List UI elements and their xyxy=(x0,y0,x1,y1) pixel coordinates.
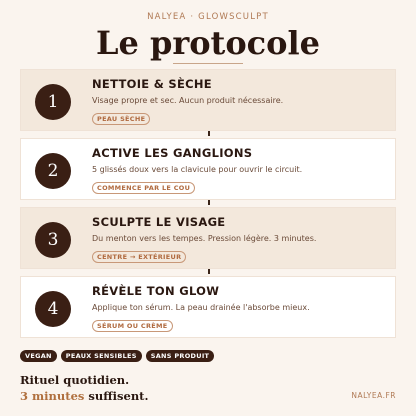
step-description: 5 glissés doux vers la clavicule pour ouvrir le circuit. xyxy=(92,165,303,174)
step-number-badge: 3 xyxy=(35,222,71,258)
website-link[interactable]: NALYEA.FR xyxy=(351,391,396,400)
page-title: Le protocole xyxy=(95,24,321,62)
step-card-2 xyxy=(20,138,396,200)
step-connector xyxy=(208,131,210,136)
step-card-1 xyxy=(20,69,396,131)
step-tag: CENTRE → EXTÉRIEUR xyxy=(92,251,186,263)
step-number-badge: 1 xyxy=(35,84,71,120)
step-number-badge: 2 xyxy=(35,153,71,189)
badge-sensitive-skin: PEAUX SENSIBLES xyxy=(61,350,142,362)
step-description: Applique ton sérum. La peau drainée l'absorbe mieux. xyxy=(92,303,310,312)
step-tag: COMMENCE PAR LE COU xyxy=(92,182,195,194)
step-card-4 xyxy=(20,276,396,338)
steps-list xyxy=(20,69,396,345)
step-number-badge: 4 xyxy=(35,291,71,327)
step-connector xyxy=(208,269,210,274)
step-description: Visage propre et sec. Aucun produit nécessaire. xyxy=(92,96,284,105)
step-tag: PEAU SÈCHE xyxy=(92,113,150,125)
step-description: Du menton vers les tempes. Pression légère. 3 minutes. xyxy=(92,234,317,243)
step-connector xyxy=(208,200,210,205)
footer-tagline-line2 xyxy=(20,389,149,403)
footer-tagline-line1: Rituel quotidien. xyxy=(20,373,130,387)
step-title: SCULPTE LE VISAGE xyxy=(92,215,226,229)
step-title: NETTOIE & SÈCHE xyxy=(92,77,212,91)
step-card-3 xyxy=(20,207,396,269)
feature-badges xyxy=(20,350,214,362)
step-tag: SÉRUM OU CRÈME xyxy=(92,320,173,332)
footer-tagline-rest: suffisent. xyxy=(84,389,149,403)
step-title: ACTIVE LES GANGLIONS xyxy=(92,146,253,160)
badge-vegan: VEGAN xyxy=(20,350,57,362)
brand-label: NALYEA · GLOWSCULPT xyxy=(147,12,269,22)
footer-highlight: 3 minutes xyxy=(20,389,85,403)
badge-no-product: SANS PRODUIT xyxy=(146,350,215,362)
step-title: RÉVÈLE TON GLOW xyxy=(92,284,220,298)
title-divider xyxy=(173,63,243,64)
